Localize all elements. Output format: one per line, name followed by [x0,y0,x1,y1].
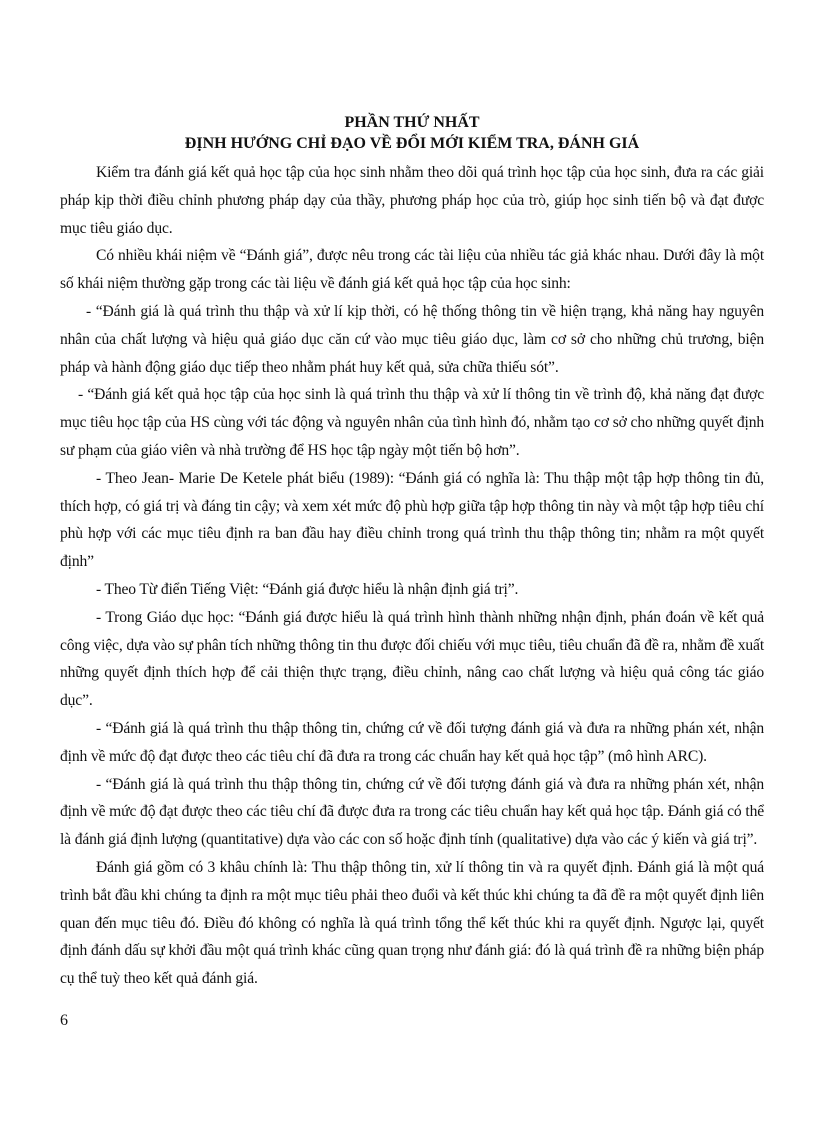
definition-item: - Theo Jean- Marie De Ketele phát biểu (1989): “Đánh giá có nghĩa là: Thu thập một tập hợp thông tin đủ, thích hợp, có giá trị và đáng tin cậy; và xem xét mức độ phù hợp giữa tập hợp thông tin này và một tập hợp tiêu chí phù hợp với các mục tiêu định ra ban đầu hay điều chỉnh trong quá trình thu thập thông tin; nhằm ra một quyết định” [60,469,764,571]
definition-item: - “Đánh giá kết quả học tập của học sinh là quá trình thu thập và xử lí thông tin về trình độ, khả năng đạt được mục tiêu học tập của HS cùng với tác động và nguyên nhân của tình hình đó, nhằm tạo cơ sở cho những quyết định sư phạm của giáo viên và nhà trường để HS học tập ngày một tiến bộ hơn”. [60,386,764,459]
definition-item: - “Đánh giá là quá trình thu thập thông tin, chứng cứ về đối tượng đánh giá và đưa ra những phán xét, nhận định về mức độ đạt được theo các tiêu chí đã đưa ra trong các chuẩn hay kết quả học tập” (mô hình ARC). [60,719,764,765]
paragraph-intro: Kiểm tra đánh giá kết quả học tập của học sinh nhằm theo dõi quá trình học tập của học sinh, đưa ra các giải pháp kịp thời điều chỉnh phương pháp dạy của thầy, phương pháp học của trò, giúp học sinh tiến bộ và đạt được mục tiêu giáo dục. [60,164,764,237]
document-page [60,112,764,993]
definition-item: - “Đánh giá là quá trình thu thập và xử lí kịp thời, có hệ thống thông tin về hiện trạng, khả năng hay nguyên nhân của chất lượng và hiệu quả giáo dục căn cứ vào mục tiêu giáo dục, làm cơ sở cho những chủ trương, biện pháp và hành động giáo dục tiếp theo nhằm phát huy kết quả, sửa chữa thiếu sót”. [60,302,764,376]
definition-item: - Theo Từ điển Tiếng Việt: “Đánh giá được hiểu là nhận định giá trị”. [96,580,519,598]
section-title: ĐỊNH HƯỚNG CHỈ ĐẠO VỀ ĐỔI MỚI KIỂM TRA, ĐÁNH GIÁ [184,135,640,152]
paragraph-concepts: Có nhiều khái niệm về “Đánh giá”, được nêu trong các tài liệu của nhiều tác giả khác nhau. Dưới đây là một số khái niệm thường gặp trong các tài liệu về đánh giá kết quả học tập của học sinh: [60,247,764,293]
part-title: PHẦN THỨ NHẤT [344,114,480,131]
page-number: 6 [60,1012,68,1029]
definition-item: - Trong Giáo dục học: “Đánh giá được hiểu là quá trình hình thành những nhận định, phán đoán về kết quả công việc, dựa vào sự phân tích những thông tin thu được đối chiếu với mục tiêu, tiêu chuẩn đã đề ra, nhằm đề xuất những quyết định thích hợp để cải thiện thực trạng, điều chỉnh, nâng cao chất lượng và hiệu quả công tác giáo dục”. [60,608,764,710]
definition-item: - “Đánh giá là quá trình thu thập thông tin, chứng cứ về đối tượng đánh giá và đưa ra những phán xét, nhận định về mức độ đạt được theo các tiêu chí đã được đưa ra trong các tiêu chuẩn hay kết quả học tập. Đánh giá có thể là đánh giá định lượng (quantitative) dựa vào các con số hoặc định tính (qualitative) dựa vào các ý kiến và giá trị”. [60,775,764,849]
paragraph-assessment-stages: Đánh giá gồm có 3 khâu chính là: Thu thập thông tin, xử lí thông tin và ra quyết định. Đánh giá là một quá trình bắt đầu khi chúng ta định ra một mục tiêu phải theo đuổi và kết thúc khi chúng ta đã đề ra một quyết định liên quan đến mục tiêu đó. Điều đó không có nghĩa là quá trình tổng thể kết thúc khi ra quyết định. Ngược lại, quyết định đánh dấu sự khởi đầu một quá trình khác cũng quan trọng như đánh giá: đó là quá trình đề ra những biện pháp cụ thể tuỳ theo kết quả đánh giá. [60,858,764,988]
